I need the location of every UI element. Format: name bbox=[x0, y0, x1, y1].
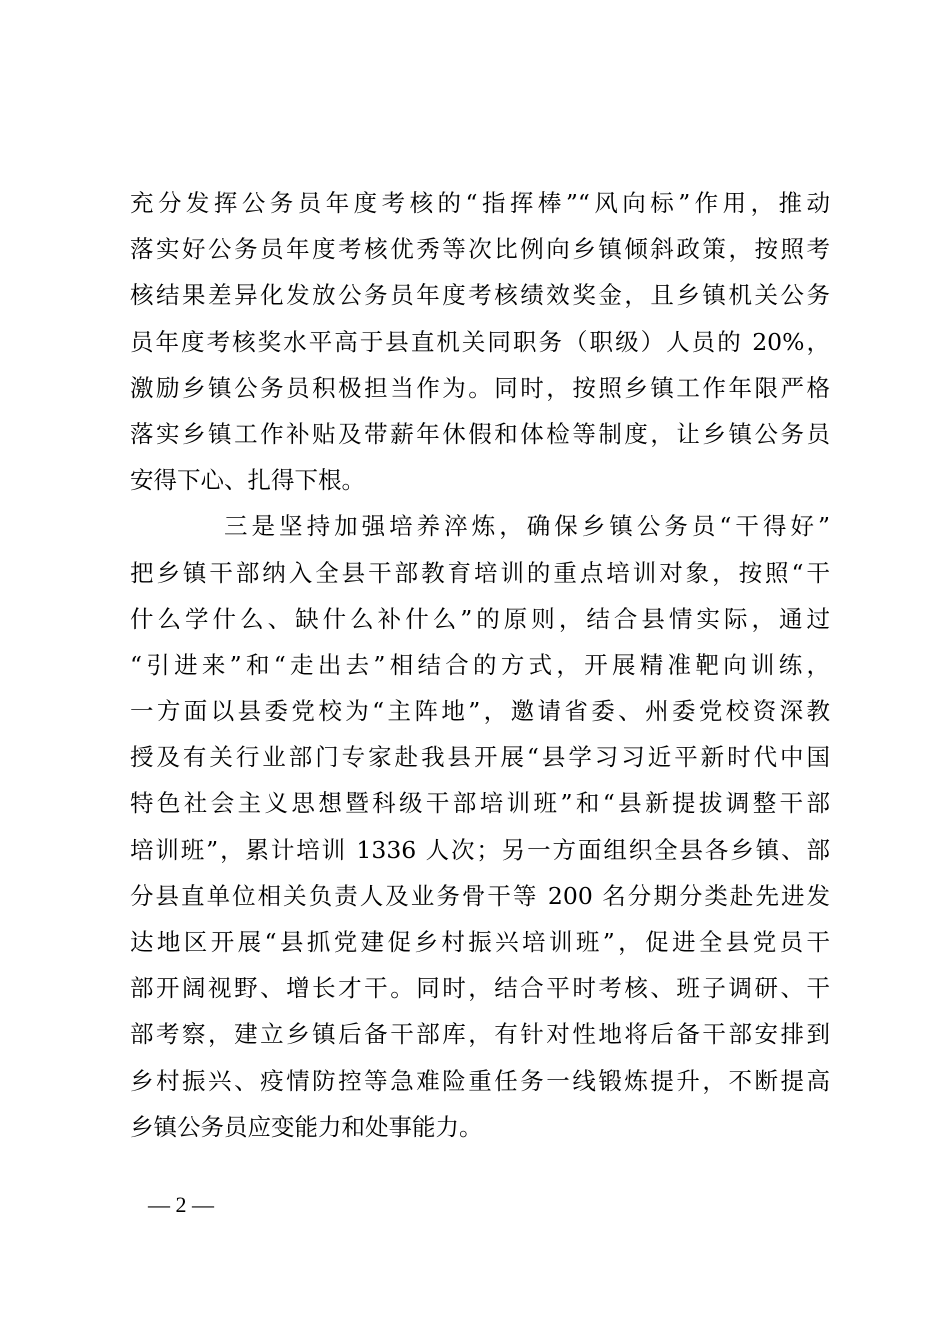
paragraph-1-line-6: 落实乡镇工作补贴及带薪年休假和体检等制度，让乡镇公务员 bbox=[130, 419, 830, 448]
body-text bbox=[130, 180, 830, 1150]
paragraph-2-line-7: 特色社会主义思想暨科级干部培训班”和“县新提拔调整干部 bbox=[130, 789, 830, 818]
paragraph-2-line-3: 什么学什么、缺什么补什么”的原则，结合县情实际，通过 bbox=[130, 604, 830, 633]
paragraph-2-heading-line: 三是坚持加强培养淬炼，确保乡镇公务员“干得好” bbox=[224, 512, 830, 541]
paragraph-2-line-5: 一方面以县委党校为“主阵地”，邀请省委、州委党校资深教 bbox=[130, 697, 830, 726]
page-number: — 2 — bbox=[148, 1192, 214, 1217]
paragraph-2-line-14: 乡镇公务员应变能力和处事能力。 bbox=[130, 1112, 483, 1141]
paragraph-2-line-2: 把乡镇干部纳入全县干部教育培训的重点培训对象，按照“干 bbox=[130, 558, 830, 587]
paragraph-1-line-7: 安得下心、扎得下根。 bbox=[130, 466, 365, 495]
paragraph-2-line-9: 分县直单位相关负责人及业务骨干等 200 名分期分类赴先进发 bbox=[130, 881, 830, 910]
paragraph-1-line-3: 核结果差异化发放公务员年度考核绩效奖金，且乡镇机关公务 bbox=[130, 281, 830, 310]
paragraph-2-line-11: 部开阔视野、增长才干。同时，结合平时考核、班子调研、干 bbox=[130, 974, 830, 1003]
paragraph-1-line-2: 落实好公务员年度考核优秀等次比例向乡镇倾斜政策，按照考 bbox=[130, 235, 830, 264]
paragraph-2-line-6: 授及有关行业部门专家赴我县开展“县学习习近平新时代中国 bbox=[130, 743, 830, 772]
paragraph-2-line-8: 培训班”，累计培训 1336 人次；另一方面组织全县各乡镇、部 bbox=[130, 835, 830, 864]
paragraph-2-line-12: 部考察，建立乡镇后备干部库，有针对性地将后备干部安排到 bbox=[130, 1020, 830, 1049]
paragraph-1-line-5: 激励乡镇公务员积极担当作为。同时，按照乡镇工作年限严格 bbox=[130, 373, 830, 402]
paragraph-2-line-4: “引进来”和“走出去”相结合的方式，开展精准靶向训练， bbox=[130, 650, 830, 679]
paragraph-2-line-13: 乡村振兴、疫情防控等急难险重任务一线锻炼提升，不断提高 bbox=[130, 1066, 830, 1095]
paragraph-2-line-10: 达地区开展“县抓党建促乡村振兴培训班”，促进全县党员干 bbox=[130, 928, 830, 956]
paragraph-1-line-4: 员年度考核奖水平高于县直机关同职务（职级）人员的 20%， bbox=[130, 327, 830, 356]
paragraph-1-line-1: 充分发挥公务员年度考核的“指挥棒”“风向标”作用，推动 bbox=[130, 189, 830, 217]
